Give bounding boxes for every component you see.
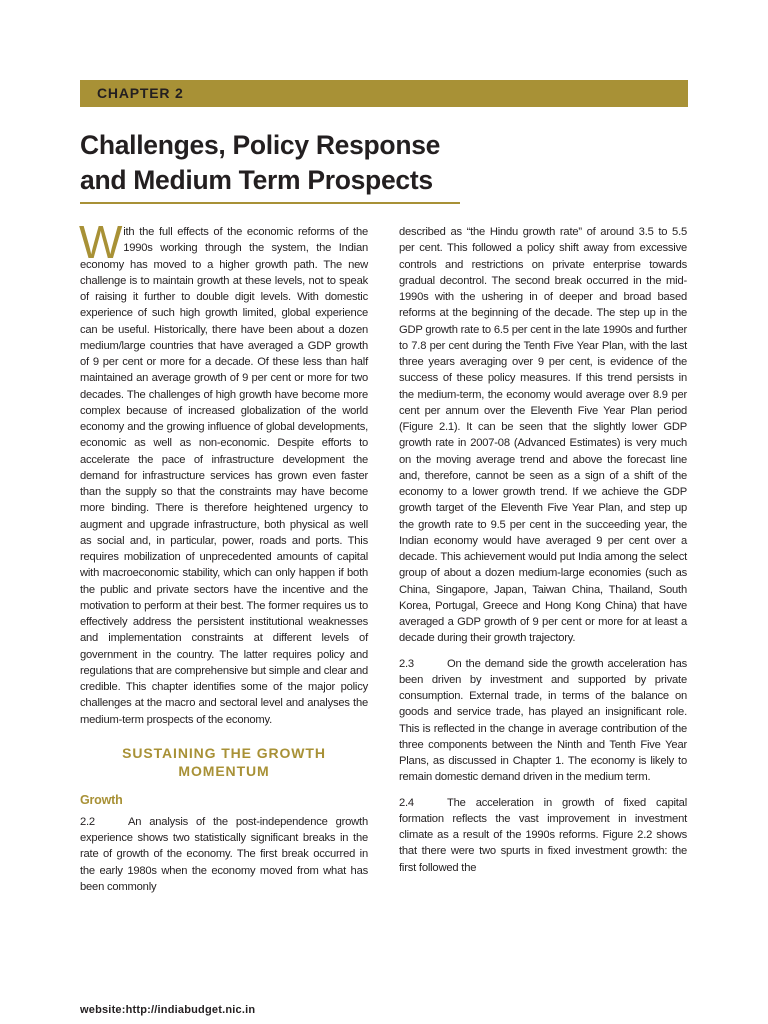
paragraph-number: 2.3	[399, 657, 414, 670]
section-heading-line-1: SUSTAINING THE GROWTH	[122, 744, 326, 761]
right-column	[399, 224, 687, 876]
paragraph-text: The acceleration in growth of fixed capital formation reflects the vast improvement in investment climate as a result of the 1990s reforms. Figure 2.2 shows that there were two spurts in fixed investment growth: the first followed the	[399, 796, 687, 874]
paragraph-text: On the demand side the growth acceleration has been driven by investment and supported by private consumption. External trade, in terms of the balance on goods and service trade, has played an insignificant role. This is reflected in the change in average contribution of the three components between the Ninth and Tenth Five Year Plans, as discussed in Chapter 1. The economy is likely to remain domestic demand driven in the medium term.	[399, 657, 687, 784]
paragraph-number: 2.4	[399, 796, 414, 809]
page-title	[80, 128, 500, 198]
title-line-1: Challenges, Policy Response	[80, 130, 441, 160]
left-column	[79, 216, 368, 895]
title-line-2: and Medium Term Prospects	[80, 165, 433, 195]
paragraph-number: 2.2	[80, 815, 95, 828]
intro-text: ith the full effects of the economic reforms of the 1990s working through the system, the Indian economy has moved to a higher growth path. The new challenge is to maintain growth at these levels, not to speak of raising it further to double digit levels. With domestic experience of such high growth limited, global experience can be useful. Historically, there have been about a dozen medium/large countries that have averaged a GDP growth of 9 per cent or more for a decade. Of these less than half maintained an average growth of 9 per cent or more for two decades. The challenges of high growth have become more complex because of increased globalization of the world economy and the growing influence of global developments, economic as well as non-economic. Despite efforts to accelerate the pace of infrastructure development the demand for infrastructure services has grown even faster than the supply so that the constraints may have become more binding. There is therefore heightened urgency to augment and upgrade infrastructure, both physical as well as social and, in particular, power, roads and ports. This requires mobilization of unprecedented amounts of capital with macroeconomic stability, which can only happen if both the public and private sectors have the incentive and the motivation to perform at their best. The former requires us to effectively address the persistent institutional weaknesses and implementation constraints at different levels of government in the country. The latter requires policy and regulations that are comprehensive but simple and clear and credible. This chapter identifies some of the major policy challenges at the macro and sectoral level and analyses the medium-term prospects of the economy.	[80, 226, 368, 726]
intro-paragraph	[79, 216, 368, 728]
growth-subheading: Growth	[80, 792, 123, 807]
chapter-label: CHAPTER 2	[97, 85, 184, 101]
paragraph-text: An analysis of the post-independence growth experience shows two statistically significant breaks in the rate of growth of the economy. The first break occurred in the early 1980s when the economy moved from what has been commonly	[80, 815, 368, 893]
paragraph-2-2-continued: described as “the Hindu growth rate” of around 3.5 to 5.5 per cent. This followed a policy shift away from excessive controls and restrictions on private enterprise towards gradual decontrol. The second break occurred in the mid-1990s with the ushering in of deeper and broad based reforms at the beginning of the decade. The step up in the GDP growth rate to 6.5 per cent in the late 1990s and further to 7.8 per cent during the Tenth Five Year Plan, with the last three years averaging over 9 per cent, is evidence of the success of these policy measures. If this trend persists in the medium-term, the economy would average over 8.9 per cent per annum over the Eleventh Five Year Plan period (Figure 2.1). It can be seen that the slightly lower GDP growth rate in 2007-08 (Advanced Estimates) is very much on the moving average trend and above the forecast line and, therefore, cannot be seen as a sign of a shift of the economy to a lower growth trend. If we achieve the GDP growth target of the Eleventh Five Year Plan, and step up the growth rate to 9.5 per cent in the succeeding year, the Indian economy would have averaged 9 per cent over a decade. This achievement would put India among the select group of about a dozen medium-large economies (such as China, Singapore, Japan, Taiwan China, Thailand, South Korea, Portugal, Greece and Hong Kong China) that have averaged a GDP growth of 9 per cent or more for at least a decade during their growth trajectory.	[399, 226, 687, 645]
footer-website: website:http://indiabudget.nic.in	[80, 1004, 256, 1016]
chapter-banner	[80, 80, 688, 107]
section-heading-line-2: MOMENTUM	[178, 762, 270, 779]
paragraph-2-3	[399, 656, 687, 786]
paragraph-2-2	[80, 814, 368, 895]
title-underline	[80, 202, 460, 204]
drop-cap: W	[79, 216, 123, 268]
paragraph-2-4	[399, 795, 687, 876]
section-heading	[80, 744, 368, 780]
